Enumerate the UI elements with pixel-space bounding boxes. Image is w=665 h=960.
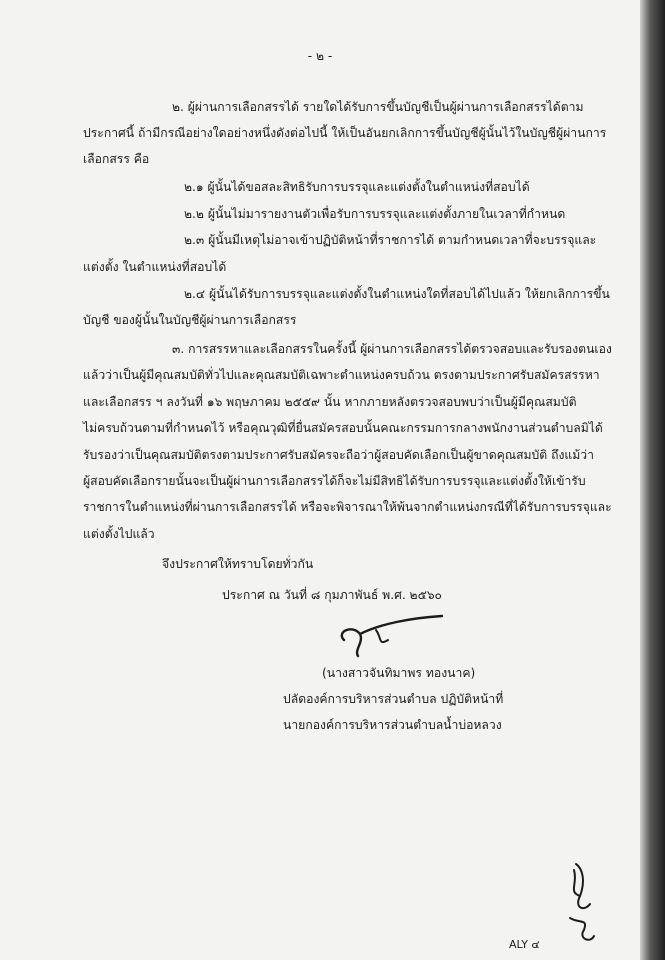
para-3-line-6: ผู้สอบคัดเลือกรายนั้นจะเป็นผู้ผ่านการเลือกสรรได้ก็จะไม่มีสิทธิได้รับการบรรจุและแต่งตั้งให้เข้ารับ [83,474,586,488]
signatory-name: (นางสาวจันทิมาพร ทองนาค) [322,666,476,680]
para-2-line-1: ๒. ผู้ผ่านการเลือกสรรได้ รายใดได้รับการขึ้นบัญชีเป็นผู้ผ่านการเลือกสรรได้ตาม [172,100,584,114]
item-2-4-line-2: บัญชี ของผู้นั้นในบัญชีผู้ผ่านการเลือกสรร [83,313,297,327]
item-2-4-line-1: ๒.๔ ผู้นั้นได้รับการบรรจุและแต่งตั้งในตำแหน่งใดที่สอบได้ไปแล้ว ให้ยกเลิกการขึ้น [184,287,610,301]
para-3-line-1: ๓. การสรรหาและเลือกสรรในครั้งนี้ ผู้ผ่านการเลือกสรรได้ตรวจสอบและรับรองตนเอง [172,342,612,356]
para-3-line-5: รับรองว่าเป็นคุณสมบัติตรงตามประกาศรับสมัครจะถือว่าผู้สอบคัดเลือกเป็นผู้ขาดคุณสมบัติ ถึงแม้ว่า [83,448,594,462]
item-2-2: ๒.๒ ผู้นั้นไม่มารายงานตัวเพื่อรับการบรรจุและแต่งตั้งภายในเวลาที่กำหนด [184,207,566,221]
item-2-3-line-2: แต่งตั้ง ในตำแหน่งที่สอบได้ [83,260,227,274]
page-edge-shadow [640,0,665,960]
date-line: ประกาศ ณ วันที่ ๘ กุมภาพันธ์ พ.ศ. ๒๕๖๐ [222,588,442,602]
para-3-line-4: ไม่ครบถ้วนตามที่กำหนดไว้ หรือคุณวุฒิที่ยื่นสมัครสอบนั้นคณะกรรมการกลางพนักงานส่วนตำบลมิได้ [83,421,603,435]
para-3-line-3: และเลือกสรร ฯ ลงวันที่ ๑๖ พฤษภาคม ๒๕๕๙ นั้น หากภายหลังตรวจสอบพบว่าเป็นผู้มีคุณสมบัติ [83,395,577,409]
para-2-line-2: ประกาศนี้ ถ้ามีกรณีอย่างใดอย่างหนึ่งดังต่อไปนี้ ให้เป็นอันยกเลิกการขึ้นบัญชีผู้นั้นไว้ในบัญชีผู้ผ่านการ [83,126,607,140]
para-2-line-3: เลือกสรร คือ [83,152,150,166]
item-2-3-line-1: ๒.๓ ผู้นั้นมีเหตุไม่อาจเข้าปฏิบัติหน้าที่ราชการได้ ตามกำหนดเวลาที่จะบรรจุและ [184,233,597,247]
signatory-title-1: ปลัดองค์การบริหารส่วนตำบล ปฏิบัติหน้าที่ [283,692,504,706]
item-2-1: ๒.๑ ผู้นั้นได้ขอสละสิทธิรับการบรรจุและแต่งตั้งในตำแหน่งที่สอบได้ [184,180,530,194]
para-3-line-7: ราชการในตำแหน่งที่ผ่านการเลือกสรรได้ หรือจะพิจารณาให้พ้นจากตำแหน่งกรณีที่ได้รับการบรรจุและ [83,500,612,514]
announcement: จึงประกาศให้ทราบโดยทั่วกัน [162,557,314,571]
corner-handwritten-note: ALY ๔ [509,938,540,951]
page-number: - ๒ - [307,49,333,63]
para-3-line-8: แต่งตั้งไปแล้ว [83,527,155,541]
signature-mark [330,612,450,662]
para-3-line-2: แล้วว่าเป็นผู้มีคุณสมบัติทั่วไปและคุณสมบัติเฉพาะตำแหน่งครบถ้วน ตรงตามประกาศรับสมัครสรรหา [83,368,600,382]
signatory-title-2: นายกองค์การบริหารส่วนตำบลน้ำบ่อหลวง [283,718,502,732]
handwritten-initial-mark [560,860,620,960]
